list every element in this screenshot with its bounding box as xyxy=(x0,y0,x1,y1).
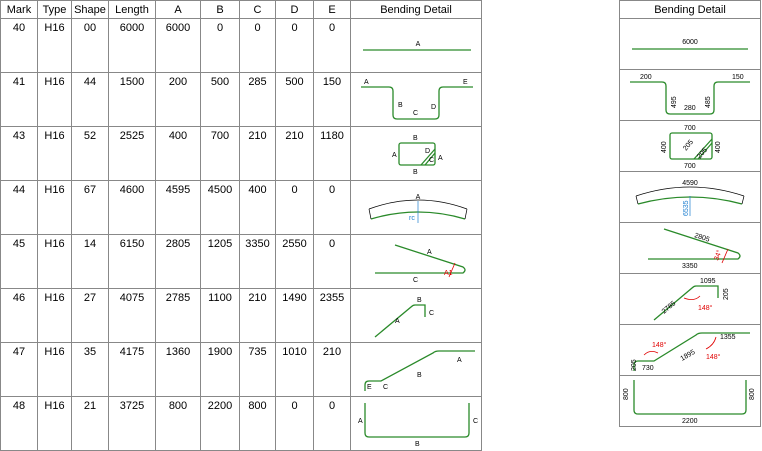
cell-b: 2200 xyxy=(201,397,240,451)
label-c: C xyxy=(413,276,419,284)
dim-angle: 148° xyxy=(698,305,713,312)
dim-shape-27-diagram xyxy=(620,274,760,324)
bending-shape-27-diagram xyxy=(351,291,481,341)
header-bending-detail-dims: Bending Detail xyxy=(620,1,761,19)
cell-type: H16 xyxy=(38,397,72,451)
cell-b: 0 xyxy=(201,19,240,73)
dim-bottom: 700 xyxy=(684,163,696,170)
table-row xyxy=(1,397,482,451)
dim-shape-35-diagram xyxy=(620,325,760,375)
table-row xyxy=(1,19,482,73)
dim-drawing-46 xyxy=(620,274,761,325)
label-a: A xyxy=(457,356,462,364)
cell-shape: 67 xyxy=(72,181,109,235)
cell-a: 2785 xyxy=(156,289,201,343)
cell-type: H16 xyxy=(38,289,72,343)
cell-e: 2355 xyxy=(314,289,351,343)
cell-shape: 44 xyxy=(72,73,109,127)
cell-c: 285 xyxy=(240,73,276,127)
cell-length: 4600 xyxy=(109,181,156,235)
dim-e: 205 xyxy=(631,359,638,371)
cell-length: 4175 xyxy=(109,343,156,397)
cell-b: 500 xyxy=(201,73,240,127)
label-a-right: A xyxy=(438,154,443,162)
label-e: E xyxy=(367,383,372,391)
table-row xyxy=(1,235,482,289)
dim-d: 485 xyxy=(705,96,712,108)
dim-top: 1095 xyxy=(700,278,716,285)
header-a: A xyxy=(156,1,201,19)
header-mark: Mark xyxy=(1,1,38,19)
cell-length: 6000 xyxy=(109,19,156,73)
label-b: B xyxy=(417,371,422,379)
bending-shape-21-diagram xyxy=(351,399,481,449)
header-type: Type xyxy=(38,1,72,19)
dim-drawing-48 xyxy=(620,376,761,427)
cell-d: 0 xyxy=(276,181,314,235)
cell-length: 2525 xyxy=(109,127,156,181)
cell-mark: 45 xyxy=(1,235,38,289)
cell-length: 1500 xyxy=(109,73,156,127)
dim-a: 2805 xyxy=(693,232,711,244)
cell-mark: 43 xyxy=(1,127,38,181)
cell-shape: 52 xyxy=(72,127,109,181)
table-row xyxy=(1,289,482,343)
label-a: A xyxy=(395,317,400,325)
dim-drawing-45 xyxy=(620,223,761,274)
dim-drawing-47 xyxy=(620,325,761,376)
dim-right: 800 xyxy=(749,388,756,400)
dim-drawing-43 xyxy=(620,121,761,172)
cell-d: 500 xyxy=(276,73,314,127)
dim-drawing-40 xyxy=(620,19,761,70)
dim-left: 800 xyxy=(623,388,630,400)
label-c: C xyxy=(429,156,435,164)
table-row xyxy=(1,73,482,127)
cell-d: 0 xyxy=(276,19,314,73)
cell-c: 735 xyxy=(240,343,276,397)
label-c: C xyxy=(429,309,435,317)
cell-a: 400 xyxy=(156,127,201,181)
label-c: C xyxy=(413,109,419,117)
bending-drawing-46 xyxy=(351,289,482,343)
cell-c: 3350 xyxy=(240,235,276,289)
dim-left: 400 xyxy=(661,141,668,153)
dim-length: 6000 xyxy=(682,39,698,46)
dim-c: 280 xyxy=(684,105,696,112)
header-shape: Shape xyxy=(72,1,109,19)
bending-drawing-45 xyxy=(351,235,482,289)
cell-e: 0 xyxy=(314,19,351,73)
label-d: D xyxy=(425,147,431,155)
cell-mark: 46 xyxy=(1,289,38,343)
table-row xyxy=(1,181,482,235)
cell-length: 3725 xyxy=(109,397,156,451)
dimension-detail-table xyxy=(619,0,761,427)
cell-e: 0 xyxy=(314,397,351,451)
header-b: B xyxy=(201,1,240,19)
dim-diag: 2785 xyxy=(660,300,678,316)
cell-e: 150 xyxy=(314,73,351,127)
dim-shape-52-diagram xyxy=(620,121,760,171)
header-length: Length xyxy=(109,1,156,19)
bending-shape-44-diagram xyxy=(351,75,481,125)
cell-d: 210 xyxy=(276,127,314,181)
label-b-top: B xyxy=(413,134,418,142)
bending-drawing-40 xyxy=(351,19,482,73)
cell-d: 1010 xyxy=(276,343,314,397)
cell-e: 0 xyxy=(314,181,351,235)
label-a1: A1 xyxy=(444,269,453,277)
cell-c: 0 xyxy=(240,19,276,73)
dim-angle: 34° xyxy=(713,249,724,262)
cell-type: H16 xyxy=(38,181,72,235)
label-a: A xyxy=(415,40,421,48)
dim-right: 400 xyxy=(715,141,722,153)
label-b-bottom: B xyxy=(413,168,418,176)
cell-e: 0 xyxy=(314,235,351,289)
cell-shape: 27 xyxy=(72,289,109,343)
cell-a: 800 xyxy=(156,397,201,451)
bending-drawing-43 xyxy=(351,127,482,181)
bending-shape-00-diagram xyxy=(351,21,481,71)
label-a: A xyxy=(415,193,421,201)
dim-a: 1355 xyxy=(720,334,736,341)
label-c: C xyxy=(383,383,389,391)
cell-b: 1100 xyxy=(201,289,240,343)
dim-drawing-44 xyxy=(620,172,761,223)
cell-mark: 40 xyxy=(1,19,38,73)
cell-d: 1490 xyxy=(276,289,314,343)
cell-b: 1205 xyxy=(201,235,240,289)
bending-shape-52-diagram xyxy=(351,129,481,179)
cell-e: 210 xyxy=(314,343,351,397)
cell-a: 2805 xyxy=(156,235,201,289)
table-row xyxy=(1,127,482,181)
header-e: E xyxy=(314,1,351,19)
cell-c: 400 xyxy=(240,181,276,235)
cell-b: 1900 xyxy=(201,343,240,397)
header-row xyxy=(1,1,482,19)
cell-d: 2550 xyxy=(276,235,314,289)
cell-mark: 41 xyxy=(1,73,38,127)
dim-arc: 4590 xyxy=(682,180,698,187)
dim-left: 200 xyxy=(640,74,652,81)
cell-length: 6150 xyxy=(109,235,156,289)
cell-type: H16 xyxy=(38,235,72,289)
cell-shape: 35 xyxy=(72,343,109,397)
cell-a: 1360 xyxy=(156,343,201,397)
header-bending-detail: Bending Detail xyxy=(351,1,482,19)
cell-type: H16 xyxy=(38,343,72,397)
label-c: C xyxy=(473,417,479,425)
label-a: A xyxy=(358,417,363,425)
table-row xyxy=(1,343,482,397)
cell-mark: 47 xyxy=(1,343,38,397)
dim-shape-67-diagram xyxy=(620,172,760,222)
cell-e: 1180 xyxy=(314,127,351,181)
label-d: D xyxy=(431,103,437,111)
label-e: E xyxy=(463,78,468,86)
cell-type: H16 xyxy=(38,19,72,73)
header-c: C xyxy=(240,1,276,19)
bending-drawing-44 xyxy=(351,181,482,235)
bending-drawing-48 xyxy=(351,397,482,451)
dim-bottom: 2200 xyxy=(682,418,698,425)
cell-shape: 00 xyxy=(72,19,109,73)
label-b: B xyxy=(417,296,422,304)
label-a-left: A xyxy=(392,151,397,159)
cell-length: 4075 xyxy=(109,289,156,343)
bending-drawing-47 xyxy=(351,343,482,397)
cell-b: 4500 xyxy=(201,181,240,235)
cell-b: 700 xyxy=(201,127,240,181)
cell-a: 6000 xyxy=(156,19,201,73)
dim-b: 1895 xyxy=(679,348,697,363)
cell-a: 200 xyxy=(156,73,201,127)
dim-top: 700 xyxy=(684,125,696,132)
dim-c: 730 xyxy=(642,365,654,372)
cell-shape: 21 xyxy=(72,397,109,451)
label-b: B xyxy=(398,101,403,109)
label-rc: rc xyxy=(409,214,415,222)
cell-type: H16 xyxy=(38,73,72,127)
cell-c: 210 xyxy=(240,127,276,181)
cell-a: 4595 xyxy=(156,181,201,235)
dim-d1: 205 xyxy=(682,138,696,153)
bending-shape-35-diagram xyxy=(351,345,481,395)
cell-type: H16 xyxy=(38,127,72,181)
label-b: B xyxy=(415,440,420,448)
dim-side: 205 xyxy=(723,288,730,300)
cell-shape: 14 xyxy=(72,235,109,289)
header-d: D xyxy=(276,1,314,19)
dim-c: 3350 xyxy=(682,263,698,270)
dim-angle-1: 148° xyxy=(652,342,667,349)
dim-shape-00-diagram xyxy=(620,19,760,69)
cell-c: 210 xyxy=(240,289,276,343)
dim-radius: 6535 xyxy=(683,200,690,216)
cell-c: 800 xyxy=(240,397,276,451)
bending-shape-14-diagram xyxy=(351,237,481,287)
cell-mark: 44 xyxy=(1,181,38,235)
dim-b: 495 xyxy=(671,96,678,108)
bending-shape-67-diagram xyxy=(351,183,481,233)
dim-shape-14-diagram xyxy=(620,223,760,273)
cell-d: 0 xyxy=(276,397,314,451)
dim-drawing-41 xyxy=(620,70,761,121)
bending-drawing-41 xyxy=(351,73,482,127)
label-a: A xyxy=(364,78,369,86)
dim-angle-2: 148° xyxy=(706,354,721,361)
dim-right: 150 xyxy=(732,74,744,81)
dim-shape-21-diagram xyxy=(620,376,760,426)
label-a: A xyxy=(427,248,432,256)
cell-mark: 48 xyxy=(1,397,38,451)
dim-shape-44-diagram xyxy=(620,70,760,120)
dim-d2: 205 xyxy=(696,146,710,161)
